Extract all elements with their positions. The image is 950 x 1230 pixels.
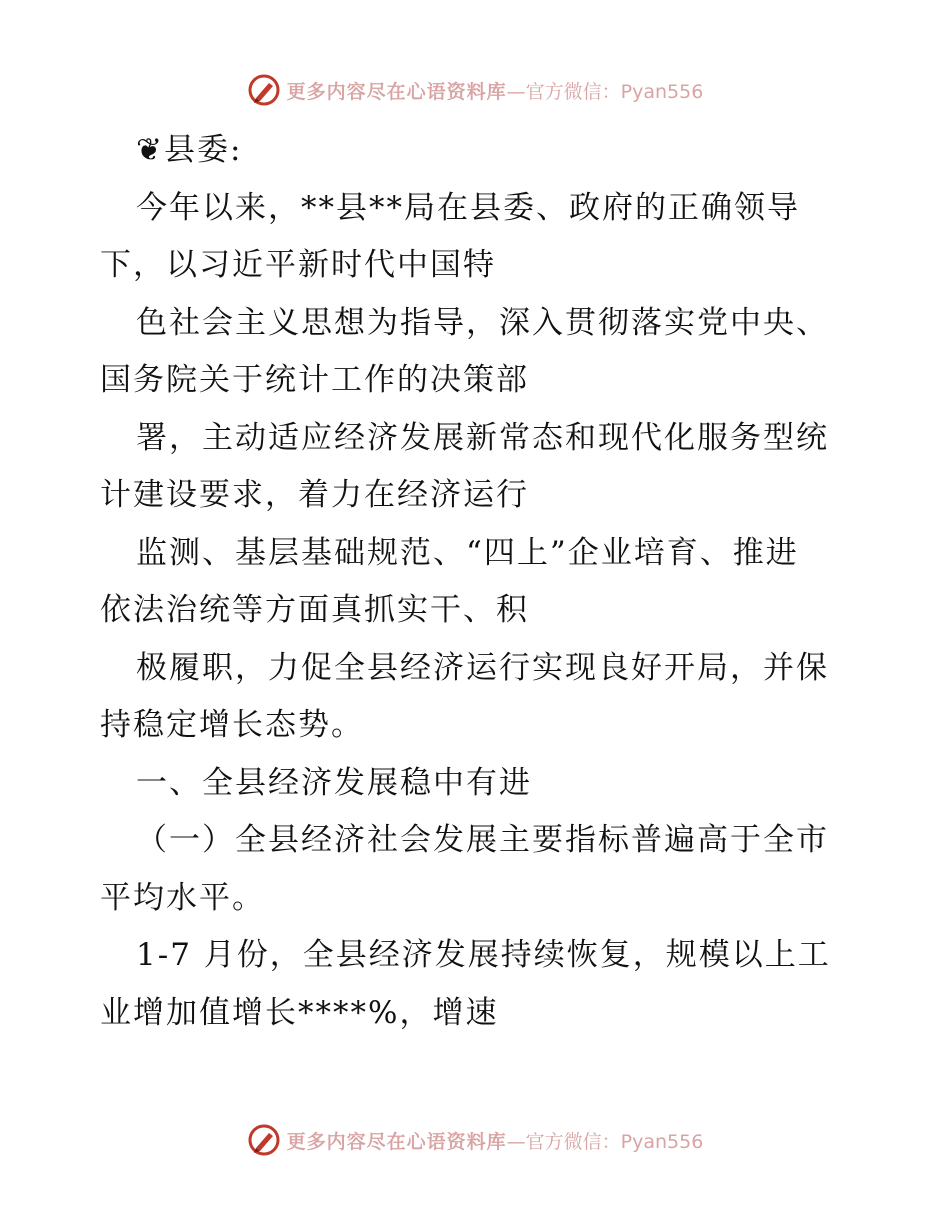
watermark-sub-text: —官方微信：Pyan556 (506, 80, 704, 103)
paragraph-line: 计建设要求，着力在经济运行 (100, 477, 529, 513)
pen-logo-icon (247, 1123, 281, 1157)
paragraph-line: 今年以来，**县**局在县委、政府的正确领导 (136, 189, 800, 226)
subsection-heading: （一）全县经济社会发展主要指标普遍高于全市 (136, 822, 829, 858)
salutation-line (100, 122, 860, 180)
salutation: 县委: (163, 132, 243, 168)
document-body (100, 122, 860, 1042)
header-watermark (0, 70, 950, 110)
paragraph-line: 色社会主义思想为指导，深入贯彻落实党中央、 (136, 304, 829, 341)
section-heading: 一、全县经济发展稳中有进 (136, 764, 532, 801)
footer-watermark (0, 1120, 950, 1160)
paragraph-line: 业增加值增长****%，增速 (100, 994, 499, 1031)
paragraph-line: 监测、基层基础规范、“四上”企业培育、推进 (136, 534, 799, 571)
watermark-main-text: 更多内容尽在心语资料库 (286, 1130, 507, 1153)
paragraph-line: 依法治统等方面真抓实干、积 (100, 592, 529, 628)
pen-logo-icon (247, 73, 281, 107)
watermark-main-text: 更多内容尽在心语资料库 (286, 80, 507, 103)
paragraph-line: 平均水平。 (100, 879, 265, 916)
paragraph-line: 国务院关于统计工作的决策部 (100, 362, 529, 398)
paragraph-line: 持稳定增长态势。 (100, 707, 364, 743)
fleuron-icon: ❦ (136, 132, 164, 168)
paragraph-line: 署，主动适应经济发展新常态和现代化服务型统 (136, 419, 829, 456)
paragraph-line: 下，以习近平新时代中国特 (100, 247, 496, 283)
paragraph-line: 极履职，力促全县经济运行实现良好开局，并保 (136, 649, 829, 686)
paragraph-line: 1-7 月份，全县经济发展持续恢复，规模以上工 (136, 937, 831, 973)
watermark-sub-text: —官方微信：Pyan556 (506, 1130, 704, 1153)
